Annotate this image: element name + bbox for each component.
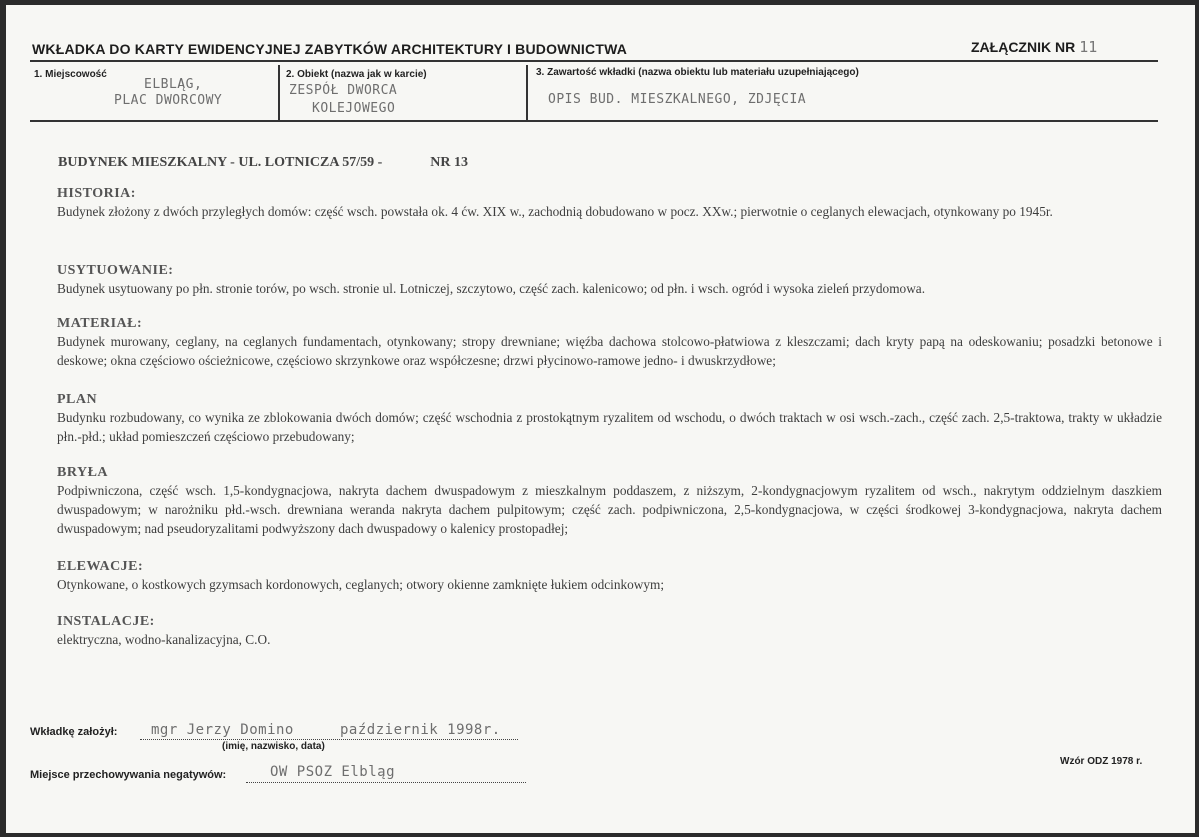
section-text: Podpiwniczona, część wsch. 1,5-kondygnacjowa, nakryta dachem dwuspadowym z mieszkalnym poddaszem, z niższym, 2-kondygnacjowym ryzalitem od wsch., nakrytym oddzielnym daszkiem dwuspadowym; w narożniku płd.-wsch. drewniana weranda nakryta dachem pulpitowym; część zach. podpiwniczona, 2,5-kondygnacjowa, w części środkowej 3-kondygnacjowa, nakryta dachem dwuspadowym; nad pseudoryzalitami podwyższony dach dwuspadowy o kalenicy prostopadłej; [57,483,1162,536]
field-3-label: 3. Zawartość wkładki (nazwa obiektu lub materiału uzupełniającego) [536,67,859,78]
author-label: Wkładkę założył: [30,726,118,738]
section-heading: PLAN [57,392,98,407]
section-text: elektryczna, wodno-kanalizacyjna, C.O. [57,632,271,647]
divider-1 [278,65,280,121]
section-text: Budynek złożony z dwóch przyległych domów: część wsch. powstała ok. 4 ćw. XIX w., zachodnią dobudowano w pocz. XXw.; pierwotnie o ceglanych elewacjach, otynkowany po 1945r. [57,204,1053,219]
fields-bottom-rule [30,120,1158,122]
section-heading: USYTUOWANIE: [57,263,174,278]
section-instalacje [57,614,1162,649]
section-text: Budynek usytuowany po płn. stronie torów, po wsch. stronie ul. Lotniczej, szczytowo, część zach. kalenicowo; od płn. i wsch. ogród i wysoka zieleń przydomowa. [57,281,926,296]
section-heading: INSTALACJE: [57,614,155,629]
annex-label-text: ZAŁĄCZNIK NR [971,39,1076,55]
field-3-value: OPIS BUD. MIESZKALNEGO, ZDJĘCIA [548,92,807,107]
section-plan [57,392,1162,446]
template-note: Wzór ODZ 1978 r. [1060,756,1143,767]
section-text: Budynku rozbudowany, co wynika ze zblokowania dwóch domów; część wschodnia z prostokątnym ryzalitem od wschodu, o dwóch traktach w osi wsch.-zach., część zach. 2,5-traktowa, trakty w układzie płn.-płd.; układ pomieszczeń częściowo przebudowany; [57,410,1162,444]
author-dotted-line [140,739,518,740]
section-material [57,316,1162,370]
form-title: WKŁADKA DO KARTY EWIDENCYJNEJ ZABYTKÓW ARCHITEKTURY I BUDOWNICTWA [32,41,628,57]
storage-label: Miejsce przechowywania negatywów: [30,769,227,781]
field-1-value-line1: ELBLĄG, [144,77,203,92]
date-value: październik 1998r. [340,722,501,738]
section-bryla [57,465,1162,538]
building-number: NR 13 [430,155,468,170]
record-card [6,5,1195,833]
storage-value: OW PSOZ Elbląg [270,764,396,780]
annex-number: 11 [1079,38,1098,56]
header-rule [30,60,1158,62]
section-heading: ELEWACJE: [57,559,144,574]
author-value: mgr Jerzy Domino [151,722,294,738]
field-1-label: 1. Miejscowość [34,69,107,80]
section-heading: MATERIAŁ: [57,316,143,331]
divider-2 [526,65,528,121]
section-heading: HISTORIA: [57,186,136,201]
annex-label [971,38,1097,56]
field-2-value-line1: ZESPÓŁ DWORCA [289,83,398,98]
building-title-text: BUDYNEK MIESZKALNY - UL. LOTNICZA 57/59 - [58,155,383,170]
field-1-value-line2: PLAC DWORCOWY [114,93,223,108]
section-usytuowanie [57,263,1162,298]
section-text: Otynkowane, o kostkowych gzymsach kordonowych, ceglanych; otwory okienne zamknięte łukiem odcinkowym; [57,577,665,592]
field-2-value-line2: KOLEJOWEGO [312,101,396,116]
section-elewacje [57,559,1162,594]
storage-dotted-line [246,782,526,783]
building-title [58,155,468,171]
author-hint: (imię, nazwisko, data) [222,741,325,752]
field-2-label: 2. Obiekt (nazwa jak w karcie) [286,69,427,80]
section-text: Budynek murowany, ceglany, na ceglanych fundamentach, otynkowany; stropy drewniane; więźba dachowa stolcowo-płatwiowa z kleszczami; dach kryty papą na odeskowaniu; posadzki betonowe i deskowe; okna częściowo ościeżnicowe, częściowo skrzynkowe oraz współczesne; drzwi płycinowo-ramowe jedno- i dwuskrzydłowe; [57,334,1162,368]
section-historia [57,186,1162,221]
section-heading: BRYŁA [57,465,109,480]
